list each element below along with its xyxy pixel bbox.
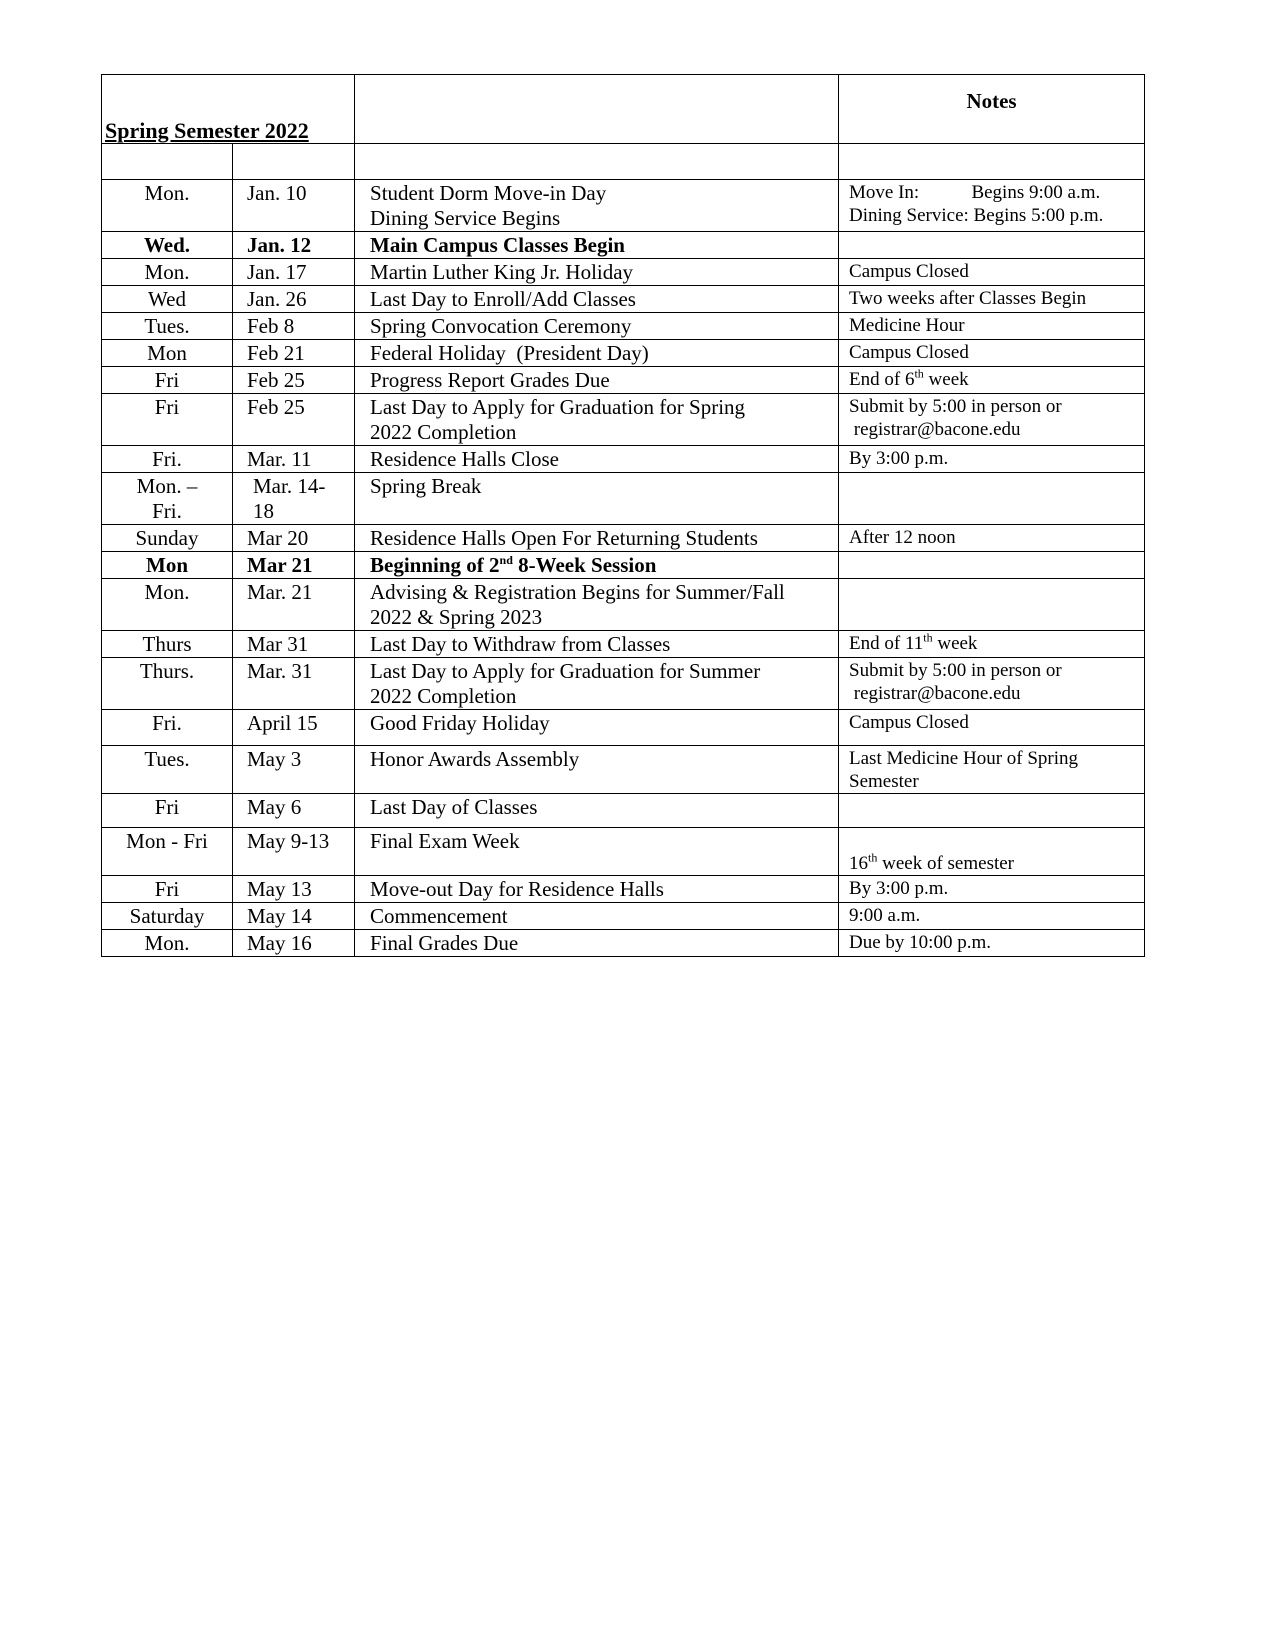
note-cell [839,232,1145,259]
cell-line: Mon. [144,580,190,604]
cell-line: Final Exam Week [370,829,520,853]
cell-line: End of 11th week [849,630,978,654]
cell-line: By 3:00 p.m. [849,448,949,469]
cell-line: Mon. [144,260,190,284]
cell-line: Last Day to Apply for Graduation for Spring [370,395,746,419]
cell-line: Mon. [144,181,190,205]
cell-line: Fri [154,877,180,901]
calendar-row [102,446,1145,473]
cell-line [849,580,1144,603]
note-cell [839,579,1145,631]
cell-line: Good Friday Holiday [370,711,550,735]
cell-line: Tues. [144,314,190,338]
cell-line: Residence Halls Close [370,447,559,471]
date-cell [233,552,355,579]
cell-line: Last Day to Apply for Graduation for Summer [370,659,761,683]
cell-line: Last Medicine Hour of Spring [849,748,1079,769]
calendar-row [102,367,1145,394]
blank-cell [233,144,355,180]
cell-line: Student Dorm Move-in Day [370,181,607,205]
day-cell [102,286,233,313]
cell-line: Dining Service Begins [370,206,561,230]
event-cell [355,710,839,746]
cell-line: May 9-13 [247,829,330,853]
cell-line: Federal Holiday (President Day) [370,341,649,365]
day-cell [102,367,233,394]
event-cell [355,473,839,525]
cell-line: Wed [148,287,186,311]
calendar-row [102,259,1145,286]
cell-line: Mar 31 [247,632,309,656]
calendar-row [102,903,1145,930]
calendar-row [102,794,1145,828]
blank-cell [355,144,839,180]
event-cell [355,525,839,552]
note-cell [839,313,1145,340]
cell-line: Campus Closed [849,712,969,733]
date-cell [233,473,355,525]
day-cell [102,828,233,876]
academic-calendar-table [101,74,1145,957]
note-cell [839,340,1145,367]
cell-line: Move-out Day for Residence Halls [370,877,664,901]
day-cell [102,579,233,631]
day-cell [102,903,233,930]
note-cell [839,710,1145,746]
cell-line: Fri. [152,499,182,523]
cell-line: May 3 [247,747,302,771]
cell-line: Honor Awards Assembly [370,747,580,771]
cell-line [849,829,1144,852]
cell-line: Residence Halls Open For Returning Students [370,526,758,550]
note-cell [839,658,1145,710]
note-cell [839,286,1145,313]
calendar-row [102,746,1145,794]
cell-line: Progress Report Grades Due [370,368,610,392]
cell-line: Semester [849,771,919,792]
date-cell [233,930,355,957]
date-cell [233,579,355,631]
date-cell [233,794,355,828]
cell-line: Saturday [129,904,205,928]
event-cell [355,232,839,259]
cell-line: Due by 10:00 p.m. [849,932,991,953]
cell-line: 18 [253,499,274,523]
cell-line: Fri [154,795,180,819]
cell-line: Beginning of 2nd 8-Week Session [370,553,657,577]
date-cell [233,259,355,286]
day-cell [102,876,233,903]
note-cell [839,446,1145,473]
cell-line [849,233,1144,256]
event-cell [355,446,839,473]
date-cell [233,710,355,746]
cell-line: Mon [146,553,188,577]
header-row [102,75,1145,144]
event-cell [355,180,839,232]
cell-line: Jan. 17 [247,260,307,284]
day-cell [102,930,233,957]
event-cell [355,903,839,930]
cell-line: Feb 21 [247,341,305,365]
event-cell [355,286,839,313]
calendar-row [102,552,1145,579]
cell-line: Mar 21 [247,553,313,577]
cell-line: Last Day of Classes [370,795,538,819]
note-cell [839,180,1145,232]
cell-line: Thurs [142,632,192,656]
day-cell [102,394,233,446]
date-cell [233,828,355,876]
cell-line: May 13 [247,877,312,901]
day-cell [102,525,233,552]
notes-column-header: Notes [839,75,1145,144]
cell-line: Last Day to Enroll/Add Classes [370,287,636,311]
day-cell [102,794,233,828]
blank-cell [102,144,233,180]
cell-line: Commencement [370,904,508,928]
cell-line: Feb 25 [247,368,305,392]
calendar-row [102,930,1145,957]
cell-line: Jan. 26 [247,287,307,311]
day-cell [102,180,233,232]
date-cell [233,286,355,313]
cell-line: Martin Luther King Jr. Holiday [370,260,634,284]
calendar-row [102,473,1145,525]
cell-line: Mon. [144,931,190,955]
cell-line: Thurs. [139,659,195,683]
day-cell [102,658,233,710]
calendar-row [102,631,1145,658]
cell-line: Mar. 31 [247,659,313,683]
note-cell [839,259,1145,286]
calendar-row [102,658,1145,710]
cell-line: Advising & Registration Begins for Summer/Fall [370,580,785,604]
cell-line: Mon - Fri [126,829,208,853]
cell-line: 2022 Completion [370,420,517,444]
calendar-row [102,525,1145,552]
cell-line: 9:00 a.m. [849,905,921,926]
note-cell [839,552,1145,579]
note-cell [839,473,1145,525]
cell-line: Tues. [144,747,190,771]
calendar-row [102,313,1145,340]
event-cell [355,828,839,876]
day-cell [102,259,233,286]
cell-line: Move In: Begins 9:00 a.m. [849,182,1101,203]
cell-line: After 12 noon [849,527,956,548]
cell-line: Last Day to Withdraw from Classes [370,632,671,656]
event-cell [355,367,839,394]
cell-line: Feb 25 [247,395,305,419]
date-cell [233,367,355,394]
cell-line: Main Campus Classes Begin [370,233,625,257]
cell-line: Fri. [152,711,182,735]
cell-line: May 6 [247,795,302,819]
day-cell [102,746,233,794]
cell-line: Submit by 5:00 in person or [849,396,1062,417]
calendar-row [102,394,1145,446]
day-cell [102,313,233,340]
cell-line: 2022 Completion [370,684,517,708]
cell-line: Feb 8 [247,314,295,338]
date-cell [233,658,355,710]
cell-line: By 3:00 p.m. [849,878,949,899]
cell-line: Mar. 21 [247,580,313,604]
cell-line: May 16 [247,931,312,955]
date-cell [233,394,355,446]
cell-line: Mon. – [136,474,198,498]
note-cell [839,876,1145,903]
day-cell [102,473,233,525]
calendar-row [102,710,1145,746]
event-cell [355,394,839,446]
note-cell [839,794,1145,828]
cell-line: Final Grades Due [370,931,519,955]
event-cell [355,876,839,903]
day-cell [102,446,233,473]
cell-line: Medicine Hour [849,315,965,336]
date-cell [233,180,355,232]
note-cell [839,746,1145,794]
day-cell [102,631,233,658]
note-cell [839,930,1145,957]
cell-line: 2022 & Spring 2023 [370,605,543,629]
calendar-row [102,340,1145,367]
cell-line: Fri [154,395,180,419]
cell-line: Two weeks after Classes Begin [849,288,1087,309]
cell-line: Mon [147,341,187,365]
day-cell [102,710,233,746]
cell-line: Spring Break [370,474,482,498]
cell-line: Wed. [143,233,191,257]
note-cell [839,631,1145,658]
cell-line: Jan. 10 [247,181,307,205]
event-cell [355,313,839,340]
header-blank-cell [355,75,839,144]
cell-line: Mar. 14- [253,474,326,498]
date-cell [233,340,355,367]
note-cell [839,903,1145,930]
cell-line: May 14 [247,904,312,928]
date-cell [233,232,355,259]
cell-line: Campus Closed [849,261,969,282]
event-cell [355,930,839,957]
date-cell [233,313,355,340]
day-cell [102,340,233,367]
event-cell [355,552,839,579]
cell-line: Mar. 11 [247,447,312,471]
date-cell [233,631,355,658]
cell-line: Submit by 5:00 in person or [849,660,1062,681]
cell-line: Jan. 12 [247,233,312,257]
cell-line: registrar@bacone.edu [849,683,1021,704]
semester-title: Spring Semester 2022 [102,75,355,144]
event-cell [355,746,839,794]
event-cell [355,631,839,658]
cell-line: 16th week of semester [849,850,1014,874]
cell-line: Dining Service: Begins 5:00 p.m. [849,205,1104,226]
event-cell [355,340,839,367]
note-cell [839,525,1145,552]
date-cell [233,876,355,903]
cell-line: Campus Closed [849,342,969,363]
day-cell [102,232,233,259]
cell-line: Mar 20 [247,526,309,550]
cell-line [849,474,1144,497]
date-cell [233,446,355,473]
date-cell [233,746,355,794]
cell-line: registrar@bacone.edu [849,419,1021,440]
cell-line: April 15 [247,711,318,735]
cell-line: Spring Convocation Ceremony [370,314,632,338]
date-cell [233,525,355,552]
blank-cell [839,144,1145,180]
cell-line [849,553,1144,576]
day-cell [102,552,233,579]
calendar-row [102,828,1145,876]
calendar-row [102,232,1145,259]
blank-row [102,144,1145,180]
note-cell [839,394,1145,446]
date-cell [233,903,355,930]
cell-line [849,795,1144,818]
calendar-row [102,180,1145,232]
event-cell [355,579,839,631]
event-cell [355,658,839,710]
event-cell [355,259,839,286]
note-cell [839,367,1145,394]
calendar-row [102,579,1145,631]
calendar-page [101,74,1144,957]
cell-line: Fri. [152,447,182,471]
note-cell [839,828,1145,876]
cell-line: Sunday [135,526,199,550]
cell-line: Fri [154,368,180,392]
calendar-row [102,876,1145,903]
event-cell [355,794,839,828]
calendar-row [102,286,1145,313]
cell-line: End of 6th week [849,366,969,390]
